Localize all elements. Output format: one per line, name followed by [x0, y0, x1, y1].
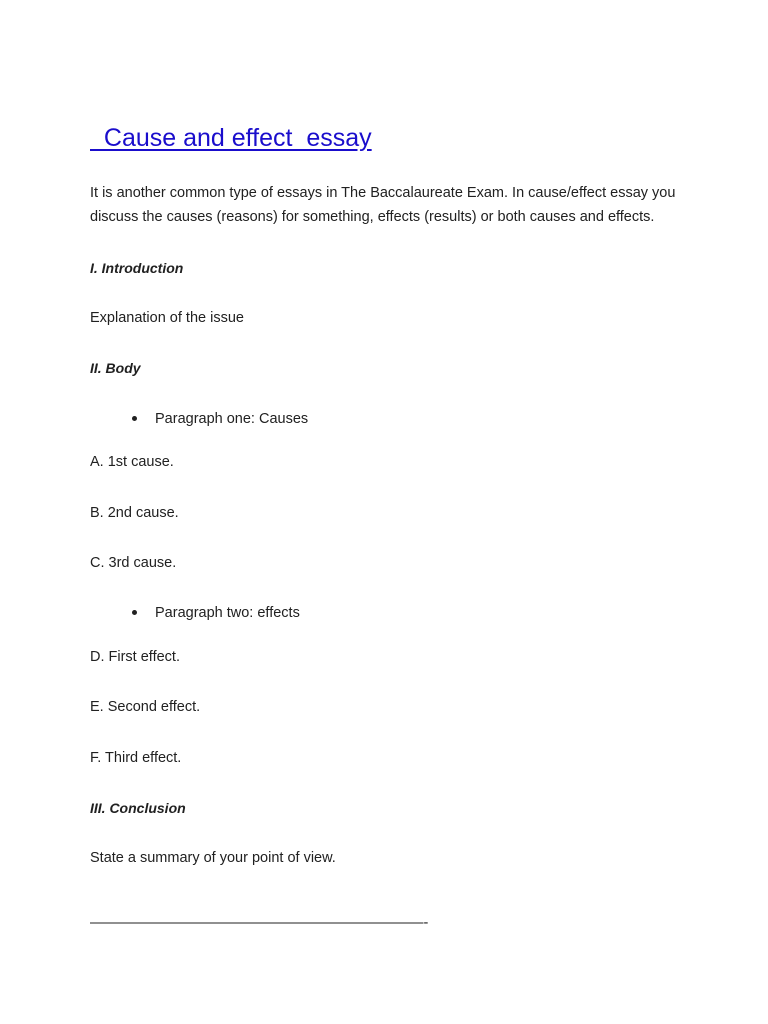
- bullet-item-effects: [132, 603, 300, 623]
- bullet-icon: [132, 416, 137, 421]
- section-heading-conclusion: III. Conclusion: [90, 800, 186, 816]
- bullet-item-causes: [132, 409, 308, 429]
- effect-item-d: D. First effect.: [90, 649, 180, 665]
- bullet-label: Paragraph two: effects: [155, 605, 300, 621]
- introduction-text: Explanation of the issue: [90, 310, 244, 326]
- section-heading-introduction: I. Introduction: [90, 260, 184, 276]
- conclusion-text: State a summary of your point of view.: [90, 850, 336, 866]
- effect-item-e: E. Second effect.: [90, 699, 201, 715]
- cause-item-c: C. 3rd cause.: [90, 555, 177, 571]
- intro-paragraph: It is another common type of essays in The Baccalaureate Exam. In cause/effect essay you discuss the causes (reasons) for something, effects (results) or both causes and effects.: [90, 185, 676, 225]
- bullet-label: Paragraph one: Causes: [155, 411, 309, 427]
- bullet-icon: [132, 610, 137, 615]
- cause-item-b: B. 2nd cause.: [90, 505, 179, 521]
- section-heading-body: II. Body: [90, 360, 141, 376]
- cause-item-a: A. 1st cause.: [90, 454, 174, 470]
- separator-line: ———————————————————————-: [90, 914, 429, 931]
- effect-item-f: F. Third effect.: [90, 750, 182, 766]
- document-title-link[interactable]: Cause and effect essay: [90, 124, 372, 152]
